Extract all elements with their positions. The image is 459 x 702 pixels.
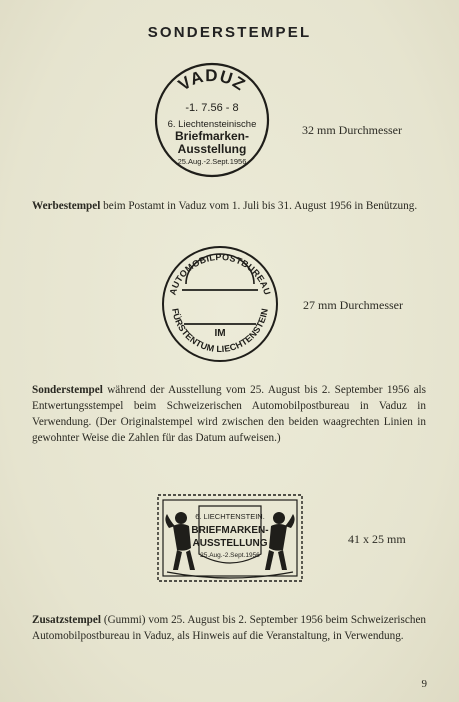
right-cherub-icon: [265, 512, 295, 570]
vaduz-postmark-stamp: [152, 60, 272, 180]
para1-lead: Werbestempel: [32, 200, 101, 212]
stamp1-place: VADUZ: [174, 66, 250, 95]
stamp1-size: 32 mm Durchmesser: [302, 123, 402, 137]
stamp1-line4: 25.Aug.-2.Sept.1956: [177, 157, 247, 166]
paragraph-zusatzstempel: [32, 612, 426, 644]
automobilpostbureau-stamp: [160, 244, 280, 364]
page-title: SONDERSTEMPEL: [147, 24, 312, 41]
left-cherub-icon: [165, 512, 195, 570]
stamp3-line2: BRIEFMARKEN-: [191, 525, 269, 536]
zusatzstempel-stamp: [155, 492, 305, 584]
para3-text: (Gummi) vom 25. August bis 2. September 1956 beim Schweizerischen Automobilpostbureau in Vaduz, als Hinweis auf die Veranstaltung, in Verwendung.: [32, 614, 426, 642]
para1-text: beim Postamt in Vaduz vom 1. Juli bis 31. August 1956 in Benützung.: [100, 200, 418, 212]
stamp1-line2: Briefmarken-: [174, 129, 250, 143]
stamp1-line3: Ausstellung: [177, 142, 247, 156]
stamp2-middle: IM: [214, 328, 226, 339]
para2-text: während der Ausstellung vom 25. August bis 2. September 1956 als Entwertungsstempel beim Schweizerischen Automobilpostbureau in Vaduz in Verwendung. (Der Originalstempel wird zwischen den beiden waagrechten Linien in gewohnter Weise die Zahlen für das Datum aufweisen.): [32, 384, 426, 444]
stamp3-line1: 6. LIECHTENSTEIN.: [195, 512, 265, 521]
stamp2-bottom-arc: FÜRSTENTUM LIECHTENSTEIN: [170, 307, 270, 355]
para2-lead: Sonderstempel: [32, 384, 103, 396]
stamp2-size: 27 mm Durchmesser: [303, 298, 403, 312]
stamp1-line1: 6. Liechtensteinische: [167, 119, 257, 130]
paragraph-sonderstempel: [32, 382, 426, 446]
stamp2-top-arc: AUTOMOBILPOSTBUREAU: [167, 251, 273, 297]
stamp3-size: 41 x 25 mm: [348, 532, 406, 546]
stamp3-line3: AUSSTELLUNG: [192, 538, 268, 549]
page-number: 9: [421, 678, 427, 690]
paragraph-werbestempel: [32, 198, 426, 214]
stamp3-line4: 25.Aug.-2.Sept.1956: [200, 552, 260, 559]
stamp1-date: -1. 7.56 - 8: [185, 102, 239, 114]
para3-lead: Zusatzstempel: [32, 614, 101, 626]
